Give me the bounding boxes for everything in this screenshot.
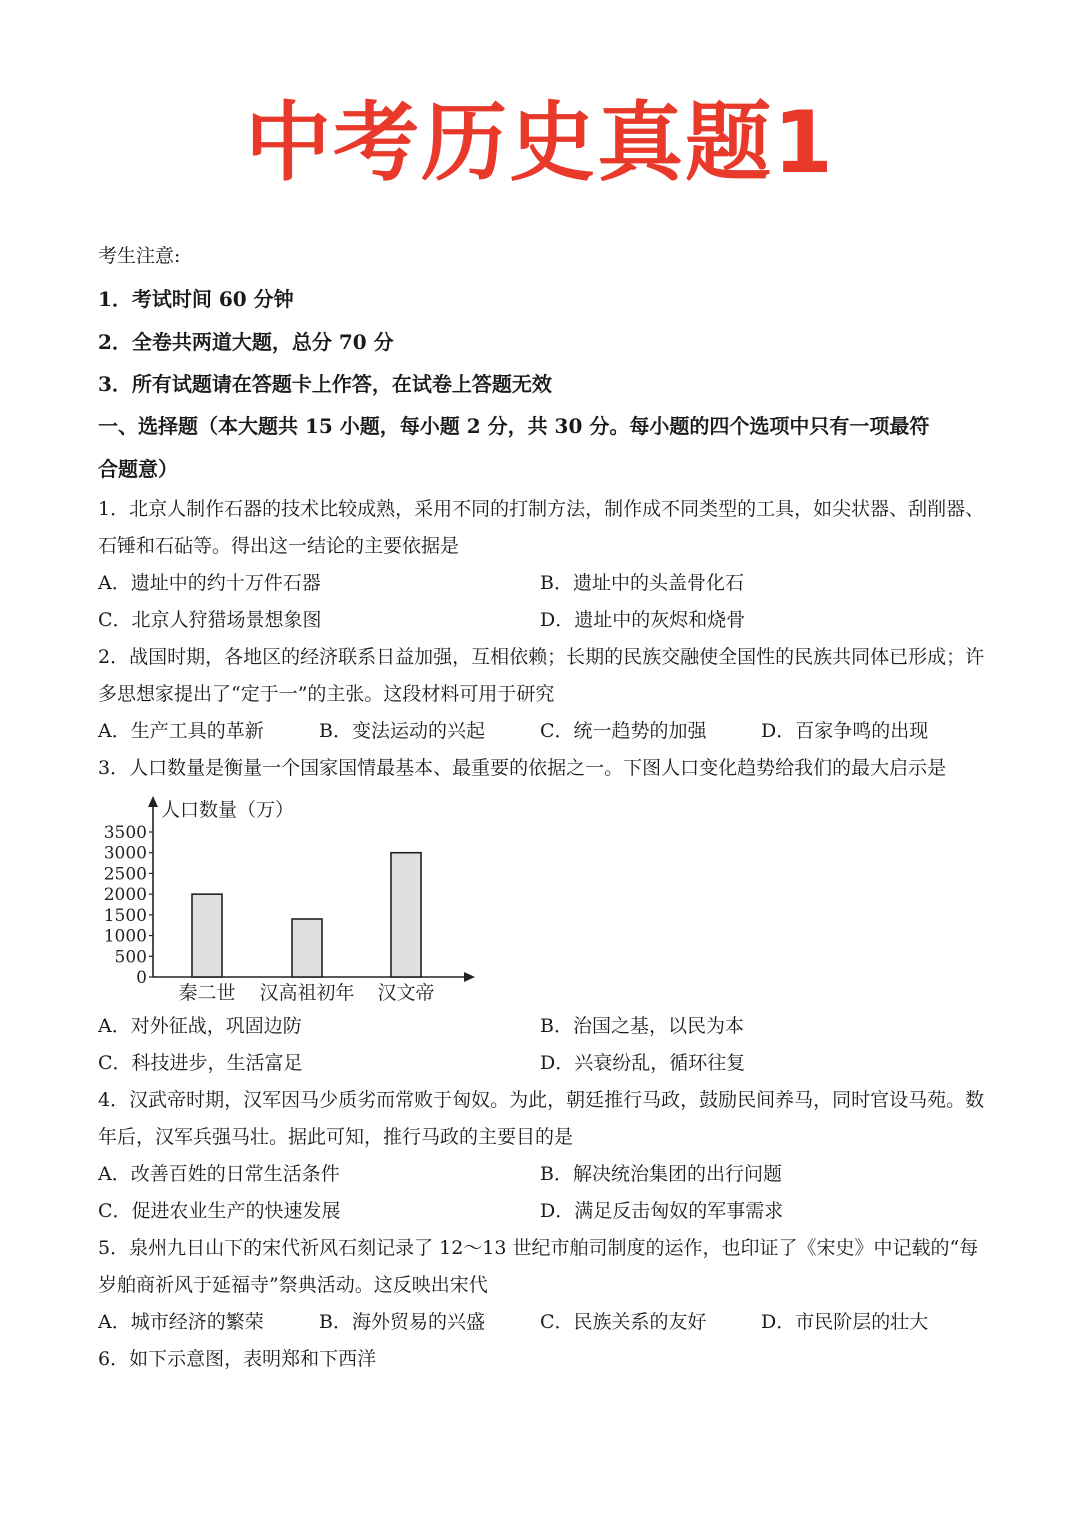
y-tick-label: 1000 bbox=[103, 926, 147, 947]
question-4-option-b: B．解决统治集团的出行问题 bbox=[540, 1163, 782, 1185]
question-1-text: 石锤和石砧等。得出这一结论的主要依据是 bbox=[98, 535, 460, 557]
question-2-text: 多思想家提出了“定于一”的主张。这段材料可用于研究 bbox=[98, 683, 555, 705]
bar bbox=[391, 853, 421, 977]
question-4-option-a: A．改善百姓的日常生活条件 bbox=[98, 1163, 340, 1185]
y-tick-label: 2500 bbox=[103, 864, 147, 885]
question-3-option-d: D．兴衰纷乱，循环往复 bbox=[540, 1052, 746, 1074]
question-1-text: 1．北京人制作石器的技术比较成熟，采用不同的打制方法，制作成不同类型的工具，如尖状器、刮削器、 bbox=[98, 498, 985, 520]
question-6-text: 6．如下示意图，表明郑和下西洋 bbox=[98, 1348, 377, 1370]
question-4-text: 4．汉武帝时期，汉军因马少质劣而常败于匈奴。为此，朝廷推行马政，鼓励民间养马，同时官设马苑。数 bbox=[98, 1089, 985, 1111]
question-5-text: 5．泉州九日山下的宋代祈风石刻记录了 12～13 世纪市舶司制度的运作，也印证了《宋史》中记载的“每 bbox=[98, 1237, 979, 1259]
question-1-option-a: A．遗址中的约十万件石器 bbox=[98, 572, 321, 594]
question-3-option-a: A．对外征战，巩固边防 bbox=[98, 1015, 302, 1037]
y-axis-label: 人口数量（万） bbox=[161, 799, 295, 821]
y-tick-label: 3500 bbox=[103, 823, 147, 843]
notice-item: 1．考试时间 60 分钟 bbox=[98, 287, 294, 311]
y-tick-label: 3000 bbox=[103, 843, 147, 864]
question-3-option-b: B．治国之基，以民为本 bbox=[540, 1015, 744, 1037]
question-2-option-d: D．百家争鸣的出现 bbox=[761, 720, 929, 742]
question-2-text: 2．战国时期，各地区的经济联系日益加强，互相依赖；长期的民族交融使全国性的民族共同体已形成；许 bbox=[98, 646, 985, 668]
bar bbox=[292, 919, 322, 977]
y-axis-arrow bbox=[148, 796, 158, 807]
y-tick-label: 1500 bbox=[103, 905, 147, 926]
question-1-option-c: C．北京人狩猎场景想象图 bbox=[98, 609, 322, 631]
question-3-text: 3．人口数量是衡量一个国家国情最基本、最重要的依据之一。下图人口变化趋势给我们的最大启示是 bbox=[98, 757, 947, 779]
y-tick-label: 500 bbox=[114, 947, 147, 968]
x-category-label: 秦二世 bbox=[178, 982, 236, 1004]
x-category-label: 汉高祖初年 bbox=[259, 982, 355, 1004]
y-tick-label: 2000 bbox=[103, 885, 147, 906]
question-2-option-b: B．变法运动的兴起 bbox=[319, 720, 485, 742]
x-category-label: 汉文帝 bbox=[377, 982, 435, 1004]
y-tick-label: 0 bbox=[136, 968, 147, 988]
notice-heading: 考生注意: bbox=[98, 245, 181, 267]
x-axis-arrow bbox=[464, 972, 475, 982]
notice-item: 2．全卷共两道大题，总分 70 分 bbox=[98, 330, 394, 354]
question-4-option-d: D．满足反击匈奴的军事需求 bbox=[540, 1200, 784, 1222]
question-1-option-b: B．遗址中的头盖骨化石 bbox=[540, 572, 744, 594]
question-4-option-c: C．促进农业生产的快速发展 bbox=[98, 1200, 341, 1222]
bar bbox=[192, 894, 222, 977]
question-2-option-a: A．生产工具的革新 bbox=[98, 720, 264, 742]
question-4-text: 年后，汉军兵强马壮。据此可知，推行马政的主要目的是 bbox=[98, 1126, 574, 1148]
question-5-option-a: A．城市经济的繁荣 bbox=[98, 1311, 264, 1333]
question-5-option-c: C．民族关系的友好 bbox=[540, 1311, 707, 1333]
question-2-option-c: C．统一趋势的加强 bbox=[540, 720, 707, 742]
question-5-option-b: B．海外贸易的兴盛 bbox=[319, 1311, 485, 1333]
question-5-text: 岁舶商祈风于延福寺”祭典活动。这反映出宋代 bbox=[98, 1274, 488, 1296]
population-bar-chart bbox=[95, 790, 495, 1010]
page-title: 中考历史真题1 bbox=[245, 93, 835, 193]
question-1-option-d: D．遗址中的灰烬和烧骨 bbox=[540, 609, 746, 631]
notice-item: 3．所有试题请在答题卡上作答，在试卷上答题无效 bbox=[98, 372, 552, 396]
question-5-option-d: D．市民阶层的壮大 bbox=[761, 1311, 929, 1333]
section-heading-cont: 合题意） bbox=[98, 457, 178, 481]
question-3-option-c: C．科技进步，生活富足 bbox=[98, 1052, 303, 1074]
section-heading: 一、选择题（本大题共 15 小题，每小题 2 分，共 30 分。每小题的四个选项中只有一项最符 bbox=[98, 414, 930, 438]
